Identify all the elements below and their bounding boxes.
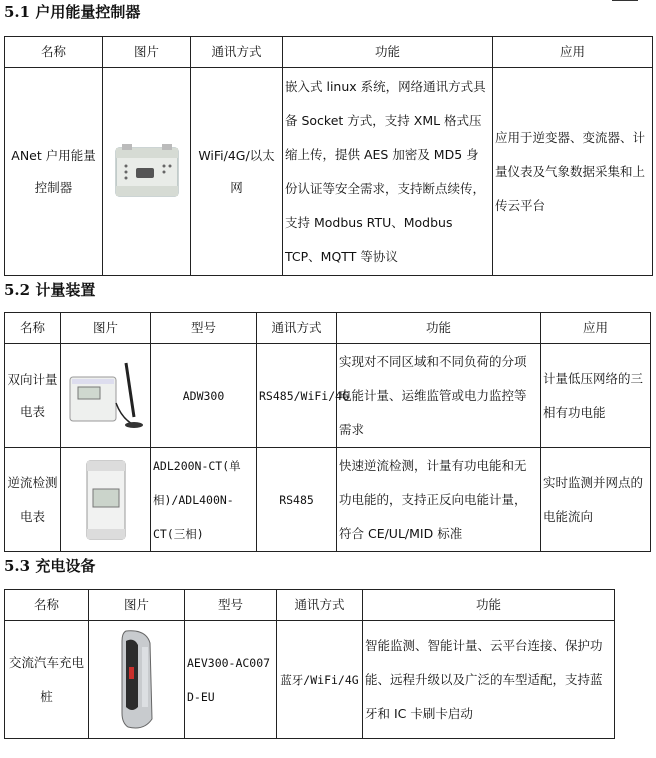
section-1-heading: 5.1 户用能量控制器 <box>4 3 141 21</box>
meter-comm: RS485 <box>257 448 337 552</box>
reverse-flow-meter-image <box>79 457 133 543</box>
product-name: ANet 户用能量控制器 <box>5 68 103 276</box>
header-function: 功能 <box>363 590 615 621</box>
charger-name: 交流汽车充电桩 <box>5 621 89 739</box>
charger-model: AEV300-AC007D-EU <box>185 621 277 739</box>
table-row <box>5 68 653 276</box>
meter-comm: RS485/WiFi/4G <box>257 344 337 448</box>
header-name: 名称 <box>5 37 103 68</box>
table-header-row <box>5 313 651 344</box>
charger-function: 智能监测、智能计量、云平台连接、保护功能、远程升级以及广泛的车型适配，支持蓝牙和 IC 卡刷卡启动 <box>363 621 615 739</box>
header-picture: 图片 <box>89 590 185 621</box>
meter-function: 快速逆流检测，计量有功电能和无功电能的，支持正反向电能计量，符合 CE/UL/MID 标准 <box>337 448 541 552</box>
header-name: 名称 <box>5 590 89 621</box>
header-name: 名称 <box>5 313 61 344</box>
header-picture: 图片 <box>61 313 151 344</box>
header-function: 功能 <box>337 313 541 344</box>
product-image <box>103 68 191 276</box>
meter-function: 实现对不同区域和不同负荷的分项电能计量、运维监管或电力监控等需求 <box>337 344 541 448</box>
meter-model: ADW300 <box>151 344 257 448</box>
table-row <box>5 448 651 552</box>
charger-comm: 蓝牙/WiFi/4G <box>277 621 363 739</box>
header-comm: 通讯方式 <box>191 37 283 68</box>
meter-model: ADL200N-CT(单相)/ADL400N-CT(三相) <box>151 448 257 552</box>
product-application: 应用于逆变器、变流器、计量仪表及气象数据采集和上传云平台 <box>493 68 653 276</box>
ev-charger-image <box>112 627 162 733</box>
meter-application: 计量低压网络的三相有功电能 <box>541 344 651 448</box>
meter-name: 逆流检测电表 <box>5 448 61 552</box>
meter-image <box>61 448 151 552</box>
header-application: 应用 <box>493 37 653 68</box>
section-3-heading: 5.3 充电设备 <box>4 557 96 575</box>
controller-device-image <box>112 142 182 202</box>
bidirectional-meter-image <box>64 359 148 433</box>
header-picture: 图片 <box>103 37 191 68</box>
meter-application: 实时监测并网点的电能流向 <box>541 448 651 552</box>
header-model: 型号 <box>185 590 277 621</box>
top-rule <box>612 0 638 1</box>
product-comm: WiFi/4G/以太网 <box>191 68 283 276</box>
header-application: 应用 <box>541 313 651 344</box>
charger-image <box>89 621 185 739</box>
table-row <box>5 344 651 448</box>
meter-name: 双向计量电表 <box>5 344 61 448</box>
section-2-heading: 5.2 计量装置 <box>4 281 96 299</box>
header-comm: 通讯方式 <box>257 313 337 344</box>
table-header-row <box>5 37 653 68</box>
header-comm: 通讯方式 <box>277 590 363 621</box>
header-function: 功能 <box>283 37 493 68</box>
table-header-row <box>5 590 615 621</box>
meter-image <box>61 344 151 448</box>
product-function: 嵌入式 linux 系统，网络通讯方式具备 Socket 方式，支持 XML 格式压缩上传，提供 AES 加密及 MD5 身份认证等安全需求，支持断点续传，支持 Modbus RTU、Modbus TCP、MQTT 等协议 <box>283 68 493 276</box>
table-row <box>5 621 615 739</box>
meter-table <box>4 312 651 552</box>
charger-table <box>4 589 615 739</box>
controller-table <box>4 36 653 276</box>
header-model: 型号 <box>151 313 257 344</box>
